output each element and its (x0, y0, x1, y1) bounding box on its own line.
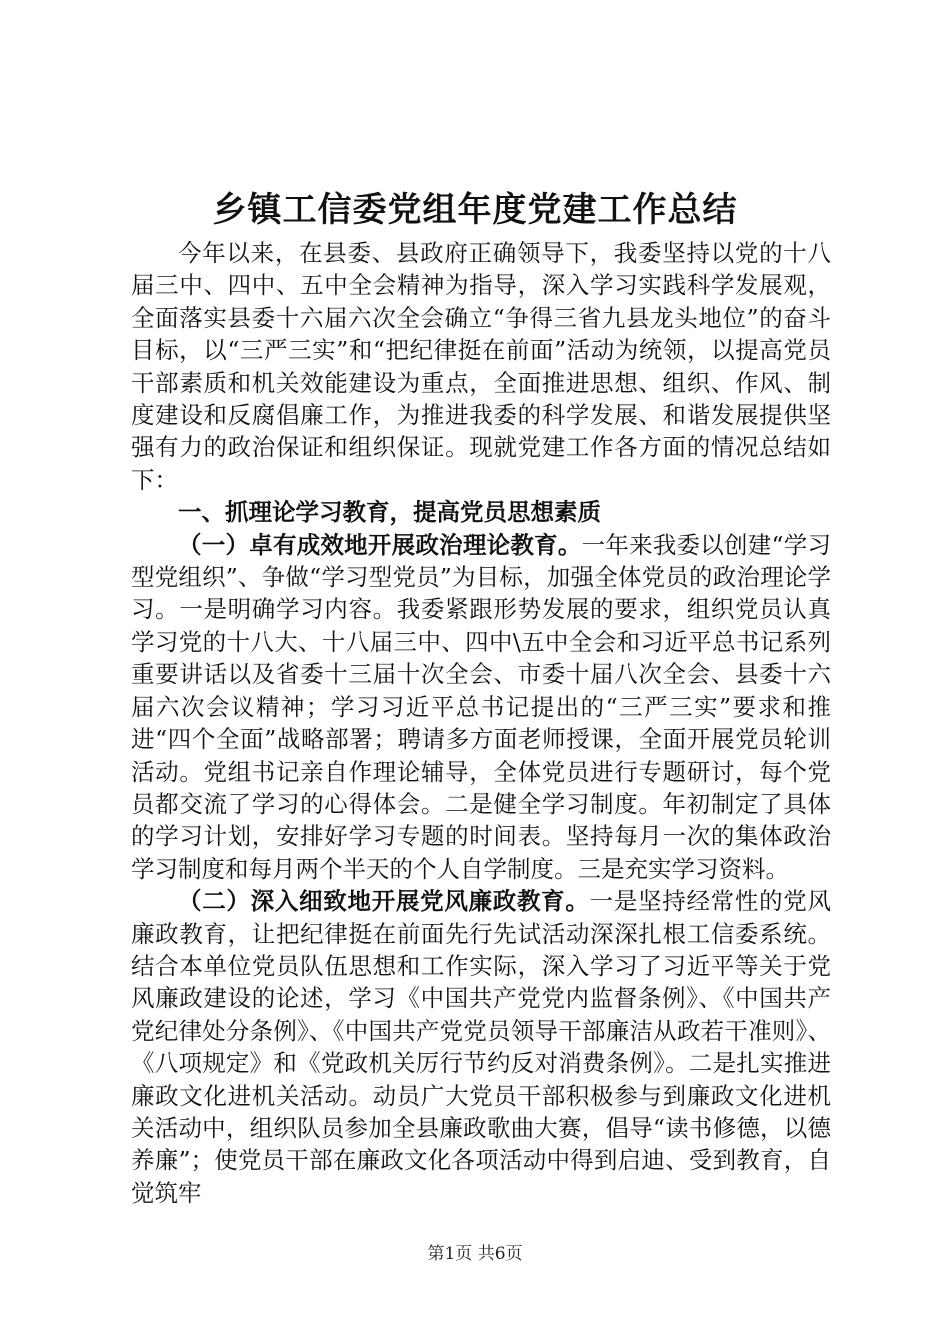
document-body (131, 237, 831, 1209)
subsection-lead-1: （一）卓有成效地开展政治理论教育。 (178, 530, 582, 559)
subsection-lead-2: （二）深入细致地开展党风廉政教育。 (178, 887, 590, 916)
subsection-text-1: 一年来我委以创建“学习型党组织”、争做“学习型党员”为目标，加强全体党员的政治理论学习。一是明确学习内容。我委紧跟形势发展的要求，组织党员认真学习党的十八大、十八届三中、四中\五中全会和习近平总书记系列重要讲话以及省委十三届十次全会、市委十届八次全会、县委十六届六次会议精神；学习习近平总书记提出的“三严三实”要求和推进“四个全面”战略部署；聘请多方面老师授课，全面开展党员轮训活动。党组书记亲自作理论辅导，全体党员进行专题研讨，每个党员都交流了学习的心得体会。二是健全学习制度。年初制定了具体的学习计划，安排好学习专题的时间表。坚持每月一次的集体政治学习制度和每月两个半天的个人自学制度。三是充实学习资料。 (131, 530, 832, 883)
section-heading: 一、抓理论学习教育，提高党员思想素质 (178, 498, 601, 527)
document-title: 乡镇工信委党组年度党建工作总结 (212, 190, 738, 230)
page-number: 第1页 共6页 (427, 1244, 523, 1264)
subsection-paragraph-2 (131, 885, 831, 1209)
subsection-paragraph-1 (131, 529, 831, 885)
subsection-text-2: 一是坚持经常性的党风廉政教育，让把纪律挺在前面先行先试活动深深扎根工信委系统。结合本单位党员队伍思想和工作实际，深入学习了习近平等关于党风廉政建设的论述，学习《中国共产党党内监督条例》、《中国共产党纪律处分条例》、《中国共产党党员领导干部廉洁从政若干准则》、《八项规定》和《党政机关厉行节约反对消费条例》。二是扎实推进廉政文化进机关活动。动员广大党员干部积极参与到廉政文化进机关活动中，组织队员参加全县廉政歌曲大赛，倡导“读书修德，以德养廉”；使党员干部在廉政文化各项活动中得到启迪、受到教育，自觉筑牢 (131, 887, 832, 1207)
intro-paragraph: 今年以来，在县委、县政府正确领导下，我委坚持以党的十八届三中、四中、五中全会精神为指导，深入学习实践科学发展观，全面落实县委十六届六次全会确立“争得三省九县龙头地位”的奋斗目标，以“三严三实”和“把纪律挺在前面”活动为统领，以提高党员干部素质和机关效能建设为重点，全面推进思想、组织、作风、制度建设和反腐倡廉工作，为推进我委的科学发展、和谐发展提供坚强有力的政治保证和组织保证。现就党建工作各方面的情况总结如下： (131, 239, 831, 494)
